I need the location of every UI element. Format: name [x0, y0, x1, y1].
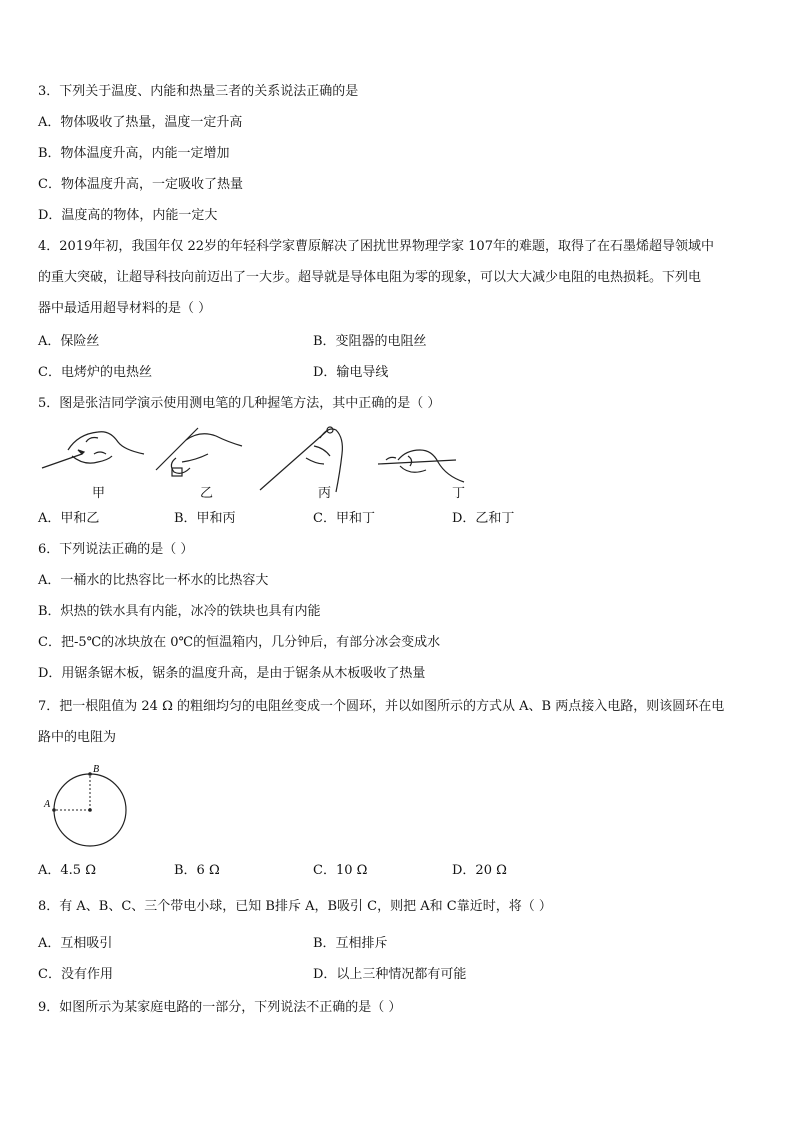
q6-option-c: C．把-5℃的冰块放在 0℃的恒温箱内，几分钟后，有部分冰会变成水 — [38, 635, 441, 650]
q3-option-b: B．物体温度升高，内能一定增加 — [38, 146, 230, 161]
q5-stem: 5．图是张洁同学演示使用测电笔的几种握笔方法，其中正确的是（ ） — [38, 396, 441, 411]
q7-option-b: B．6 Ω — [174, 863, 220, 878]
q5-option-c: C．甲和丁 — [313, 511, 375, 526]
q3-option-a: A．物体吸收了热量，温度一定升高 — [38, 115, 243, 130]
ring-circuit-figure — [38, 760, 138, 850]
q8-option-b: B．互相排斥 — [313, 936, 388, 951]
point-b-dot — [88, 772, 92, 776]
q5-option-b: B．甲和丙 — [174, 511, 236, 526]
q3-option-c: C．物体温度升高，一定吸收了热量 — [38, 177, 243, 192]
grip-figure-jia — [42, 432, 144, 468]
point-a-label: A — [44, 799, 51, 810]
q7-stem-line1: 7．把一根阻值为 24 Ω 的粗细均匀的电阻丝变成一个圆环，并以如图所示的方式从 A、B 两点接入电路，则该圆环在电 — [38, 699, 725, 714]
q4-stem-line3: 器中最适用超导材料的是（ ） — [38, 301, 212, 316]
grip-label-yi: 乙 — [200, 486, 214, 501]
q7-stem-line2: 路中的电阻为 — [38, 730, 117, 745]
q4-option-c: C．电烤炉的电热丝 — [38, 365, 152, 380]
q4-stem-line1: 4．2019年初，我国年仅 22岁的年轻科学家曹原解决了困扰世界物理学家 107年的难题，取得了在石墨烯超导领域中 — [38, 239, 714, 254]
q6-option-b: B．炽热的铁水具有内能，冰冷的铁块也具有内能 — [38, 604, 321, 619]
grip-figure-bing — [260, 427, 342, 492]
q3-option-d: D．温度高的物体，内能一定大 — [38, 208, 218, 223]
q4-option-b: B．变阻器的电阻丝 — [313, 334, 427, 349]
point-a-dot — [52, 808, 56, 812]
grip-figure-yi — [156, 428, 242, 476]
q4-option-d: D．输电导线 — [313, 365, 389, 380]
grip-figure-ding — [378, 450, 464, 482]
q8-option-a: A．互相吸引 — [38, 936, 113, 951]
center-dot — [88, 808, 92, 812]
q8-option-c: C．没有作用 — [38, 967, 113, 982]
q7-option-d: D．20 Ω — [452, 863, 507, 878]
q6-option-d: D．用锯条锯木板，锯条的温度升高，是由于锯条从木板吸收了热量 — [38, 666, 426, 681]
q3-stem: 3．下列关于温度、内能和热量三者的关系说法正确的是 — [38, 84, 359, 99]
q8-option-d: D．以上三种情况都有可能 — [313, 967, 467, 982]
q7-option-c: C．10 Ω — [313, 863, 368, 878]
grip-label-bing: 丙 — [318, 486, 332, 501]
point-b-label: B — [93, 764, 100, 775]
q7-option-a: A．4.5 Ω — [38, 863, 96, 878]
q6-stem: 6．下列说法正确的是（ ） — [38, 542, 194, 557]
q6-option-a: A．一桶水的比热容比一杯水的比热容大 — [38, 573, 269, 588]
q5-option-d: D．乙和丁 — [452, 511, 515, 526]
grip-label-jia: 甲 — [92, 486, 106, 501]
q4-stem-line2: 的重大突破，让超导科技向前迈出了一大步。超导就是导体电阻为零的现象，可以大大减少电阻的电热损耗。下列电 — [38, 270, 702, 285]
q9-stem: 9．如图所示为某家庭电路的一部分，下列说法不正确的是（ ） — [38, 1000, 402, 1015]
q5-option-a: A．甲和乙 — [38, 511, 100, 526]
grip-label-ding: 丁 — [452, 486, 466, 501]
q8-stem: 8．有 A、B、C、三个带电小球，已知 B排斥 A，B吸引 C，则把 A和 C靠近时，将（ ） — [38, 899, 552, 914]
q4-option-a: A．保险丝 — [38, 334, 100, 349]
